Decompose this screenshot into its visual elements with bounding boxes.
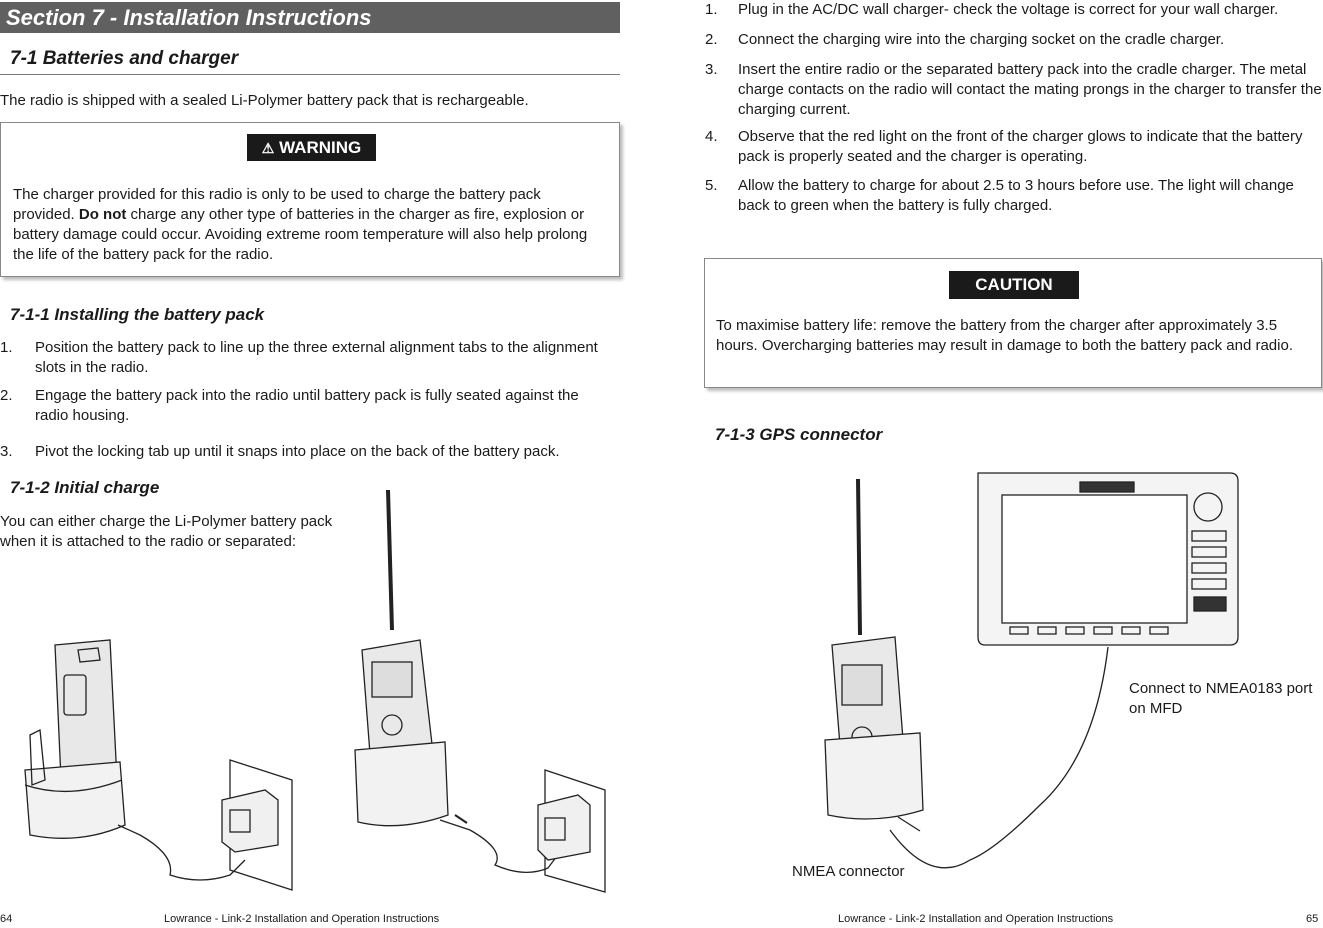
initial-charge-text: You can either charge the Li-Polymer battery pack when it is attached to the radio or separated: xyxy=(0,513,333,550)
warning-text: The charger provided for this radio is only to be used to charge the battery pack provided. Do not charge any other type of batteries in the charger as fire, explosion or battery damage could occur. Avoiding extreme room temperature will also help prolong the life of the battery pack for the radio. xyxy=(13,186,588,263)
heading-rule xyxy=(0,74,620,75)
caution-box xyxy=(704,258,1322,388)
label-connect-mfd: Connect to NMEA0183 port on MFD xyxy=(1129,680,1313,717)
warning-box xyxy=(0,122,620,277)
heading-batteries-charger: 7-1 Batteries and charger xyxy=(10,48,239,69)
caution-text: To maximise battery life: remove the battery from the charger after approximately 3.5 hours. Overcharging batteries may result in damage to both the battery pack and radio. xyxy=(716,317,1293,354)
wall-charger-2 xyxy=(538,795,590,860)
warning-triangle-icon: ⚠ xyxy=(261,140,275,156)
warning-badge xyxy=(247,134,376,161)
footer-title-right: Lowrance - Link-2 Installation and Operation Instructions xyxy=(838,913,1114,925)
footer-page-number-left: 64 xyxy=(0,913,13,925)
caution-badge: CAUTION xyxy=(949,271,1079,299)
section-title: Section 7 - Installation Instructions xyxy=(0,2,620,33)
intro-paragraph: The radio is shipped with a sealed Li-Polymer battery pack that is rechargeable. xyxy=(0,92,529,109)
footer-title-left: Lowrance - Link-2 Installation and Operation Instructions xyxy=(164,913,440,925)
warning-label: WARNING xyxy=(279,138,362,157)
charge-steps-list: 1. Plug in the AC/DC wall charger- check the voltage is correct for your wall charger. 2. Connect the charging wire into the charging socket on the cradle charger. 3. Insert the entire radio or the separated battery pack into the cradle charger. The metal charge contacts on the radio will contact the mating prongs in the charger to transfer the charging current. 4. Observe that the red light on the front of the charger glows to indicate that the battery pack is properly seated and the charger is operating. 5. Allow the battery to charge for about 2.5 to 3 hours before use. The light will change back to green when the battery is fully charged. xyxy=(705,1,1322,214)
heading-installing-battery: 7-1-1 Installing the battery pack xyxy=(10,305,265,324)
install-steps-list: 1. Position the battery pack to line up the three external alignment tabs to the alignment slots in the radio. 2. Engage the battery pack into the radio until battery pack is fully seated against the radio housing. 3. Pivot the locking tab up until it snaps into place on the back of the battery pack. xyxy=(0,339,598,460)
heading-initial-charge: 7-1-2 Initial charge xyxy=(10,478,160,497)
charging-illustration xyxy=(0,480,620,910)
footer-page-number-right: 65 xyxy=(1306,913,1319,925)
label-nmea-connector: NMEA connector xyxy=(792,863,905,880)
cradle-charger xyxy=(25,762,125,838)
heading-gps-connector: 7-1-3 GPS connector xyxy=(715,425,883,444)
